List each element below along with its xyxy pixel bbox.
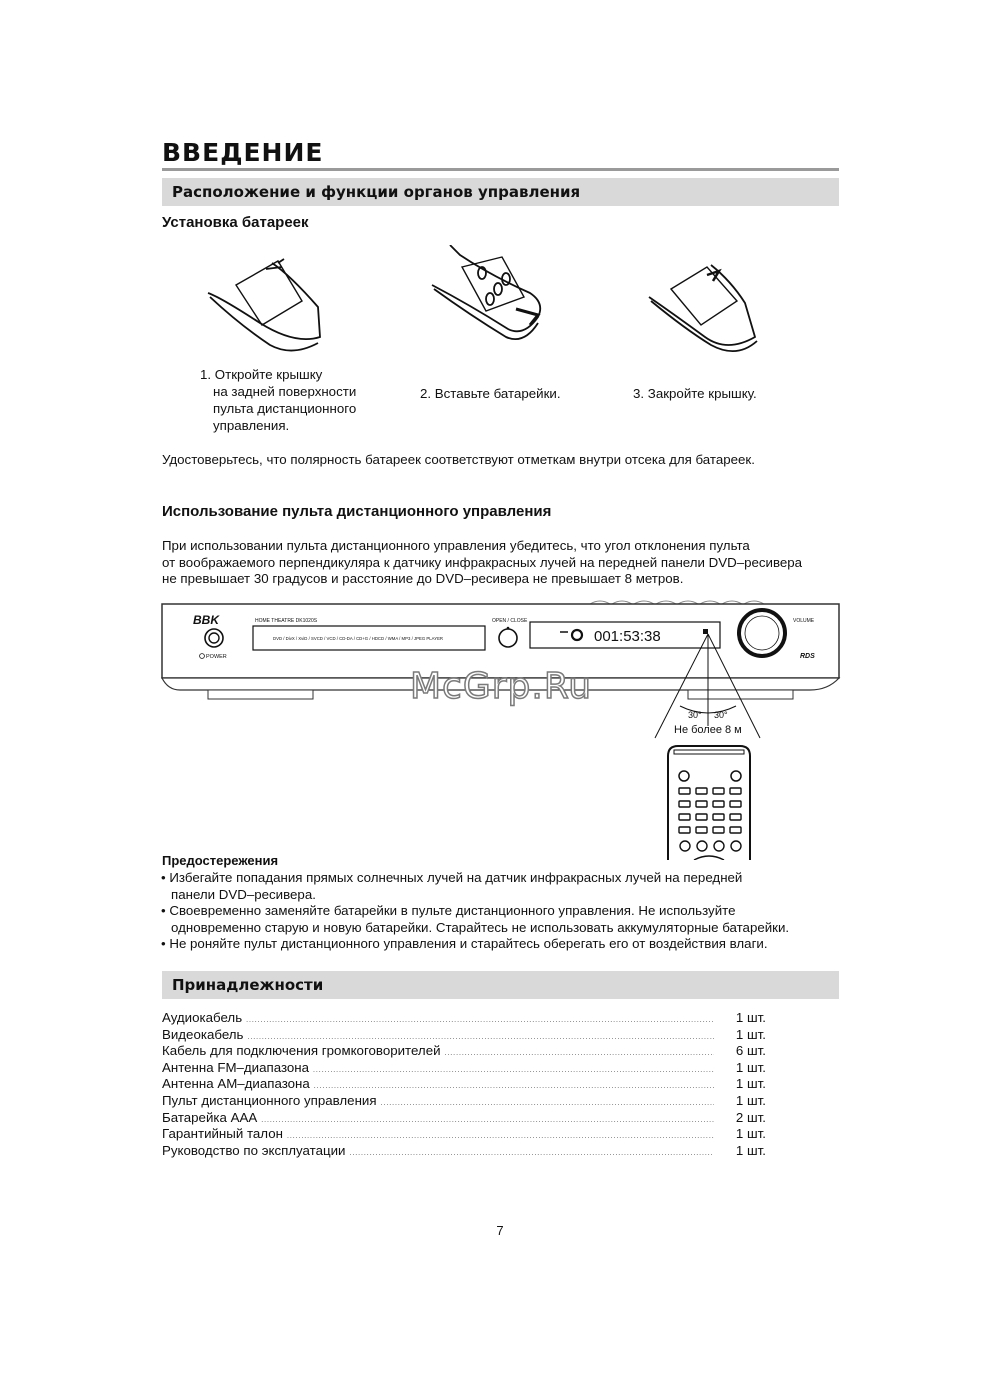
accessory-row [162, 1126, 766, 1143]
rds-label: RDS [800, 653, 815, 660]
title-rule [162, 168, 839, 171]
step-1-line-4: управления. [213, 418, 290, 433]
remote-usage-line-1: При использовании пульта дистанционного управления убедитесь, что угол отклонения пульта [162, 538, 750, 553]
remote-close-cover-illustration [649, 265, 757, 351]
remote-usage-line-2: от воображаемого перпендикуляра к датчику инфракрасных лучей на передней панели DVD–ресивера [162, 554, 803, 570]
accessory-row [162, 1060, 766, 1077]
accessory-qty: 1 шт. [735, 1010, 766, 1025]
accessory-qty: 1 шт. [735, 1026, 766, 1042]
accessory-qty: 2 шт. [735, 1109, 766, 1125]
accessory-name: Пульт дистанционного управления [162, 1092, 377, 1108]
step-1-line-2: на задней поверхности [213, 384, 357, 399]
remote-open-cover-illustration [208, 259, 320, 351]
accessory-name: Руководство по эксплуатации [162, 1142, 346, 1158]
warnings-heading: Предостережения [162, 853, 279, 868]
accessory-row [162, 1010, 766, 1027]
accessory-row [162, 1093, 766, 1110]
warning-item [159, 870, 839, 903]
accessories-list [162, 1010, 766, 1159]
polarity-note: Удостоверьтесь, что полярность батареек соответствуют отметкам внутри отсека для батареек. [162, 452, 755, 467]
angle-left-label: 30° [688, 710, 702, 720]
warning-item [159, 936, 839, 953]
device-foot-right [688, 690, 793, 699]
open-close-button [499, 629, 517, 647]
page-title: ВВЕДЕНИЕ [162, 138, 324, 167]
warning-1-line-1: • Избегайте попадания прямых солнечных лучей на датчик инфракрасных лучей на передней [161, 870, 743, 885]
accessory-name: Видеокабель [162, 1026, 244, 1042]
accessory-row [162, 1076, 766, 1093]
device-foot-left [208, 690, 313, 699]
section-title-controls: Расположение и функции органов управления [172, 183, 581, 201]
battery-step-1 [200, 366, 356, 434]
batteries-heading: Установка батареек [162, 214, 309, 231]
accessory-name: Гарантийный талон [162, 1126, 283, 1142]
accessory-name: Батарейка AAA [162, 1109, 258, 1125]
accessory-qty: 6 шт. [735, 1043, 766, 1059]
accessory-name: Антенна FM–диапазона [162, 1059, 310, 1075]
accessory-qty: 1 шт. [735, 1092, 766, 1108]
section-title-accessories: Принадлежности [172, 976, 324, 994]
accessory-qty: 1 шт. [735, 1076, 766, 1092]
accessory-qty: 1 шт. [735, 1126, 766, 1142]
section-header-controls [162, 178, 839, 206]
page-number: 7 [496, 1223, 504, 1238]
display-time: 001:53:38 [594, 628, 661, 645]
format-list: DVD / DivX / XviD / SVCD / VCD / CD-DA / CD+G / HDCD / WMA / MP3 / JPEG PLAYER [273, 636, 444, 641]
power-label: POWER [206, 654, 227, 660]
accessory-row [162, 1143, 766, 1160]
remote-usage-heading: Использование пульта дистанционного управления [162, 503, 552, 520]
remote-usage-line-3: не превышает 30 градусов и расстояние до DVD–ресивера не превышает 8 метров. [162, 571, 684, 586]
warning-1-line-2: панели DVD–ресивера. [171, 886, 316, 902]
warning-2-line-1: • Своевременно заменяйте батарейки в пульте дистанционного управления. Не используйте [161, 903, 736, 919]
accessory-qty: 1 шт. [735, 1059, 766, 1075]
step-1-line-3: пульта дистанционного [213, 401, 357, 416]
remote-usage-text [162, 538, 802, 588]
battery-step-2: 2. Вставьте батарейки. [420, 386, 561, 401]
accessory-row [162, 1110, 766, 1127]
battery-illustrations [200, 245, 800, 360]
accessory-row [162, 1027, 766, 1044]
device-model: HOME THEATRE DK1020S [255, 618, 318, 624]
angle-right-label: 30° [714, 710, 728, 720]
ir-sensor [703, 629, 708, 634]
accessory-name: Аудиокабель [162, 1010, 243, 1025]
warnings-list [159, 870, 839, 953]
leader-dots [349, 1143, 714, 1163]
warning-3-line-1: • Не роняйте пульт дистанционного управления и старайтесь оберегать его от воздействия влаги. [161, 936, 768, 952]
remote-control [668, 746, 750, 860]
warning-2-line-2: одновременно старую и новую батарейки. Старайтесь не использовать аккумуляторные батарейки. [171, 919, 790, 935]
volume-label: VOLUME [793, 618, 815, 624]
accessory-name: Антенна AM–диапазона [162, 1076, 310, 1092]
warning-item [159, 903, 839, 936]
section-header-accessories [162, 971, 839, 999]
distance-label: Не более 8 м [674, 724, 742, 736]
watermark: McGrp.Ru [410, 666, 593, 707]
device-diagram [160, 598, 842, 860]
open-close-label: OPEN / CLOSE [492, 618, 528, 624]
accessory-row [162, 1043, 766, 1060]
battery-step-3: 3. Закройте крышку. [633, 386, 757, 401]
accessory-qty: 1 шт. [735, 1142, 766, 1158]
device-brand: BBK [193, 613, 219, 627]
remote-insert-batteries-illustration [432, 245, 540, 339]
accessory-name: Кабель для подключения громкоговорителей [162, 1043, 441, 1059]
step-1-line-1: 1. Откройте крышку [200, 367, 323, 382]
